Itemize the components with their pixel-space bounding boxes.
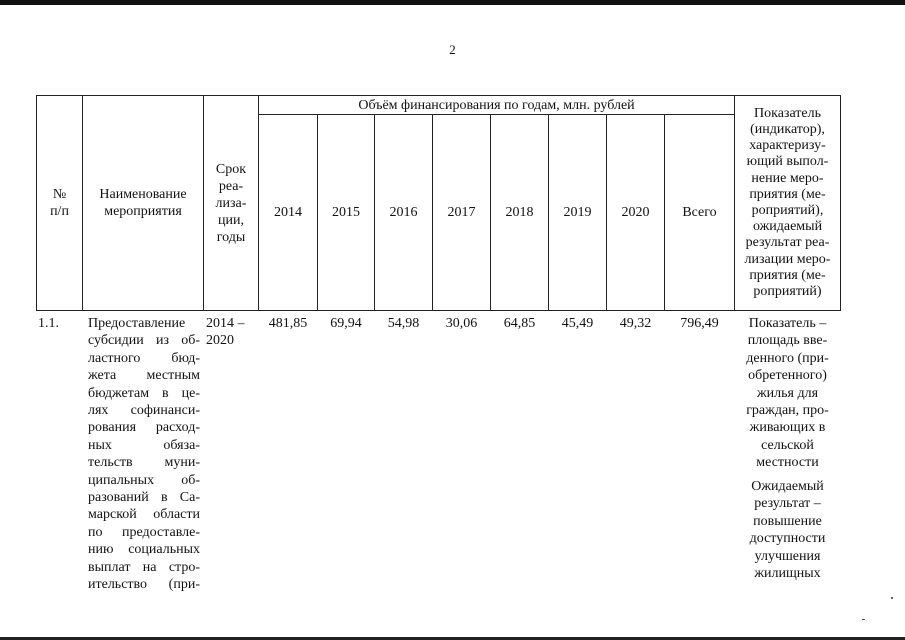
header-year-2015: 2015 <box>332 205 360 220</box>
row-indicator-line: сельской <box>761 437 814 453</box>
page-number: 2 <box>449 42 456 57</box>
header-year-2018: 2018 <box>505 205 534 220</box>
row-name-line: по предоставле- <box>88 524 200 540</box>
header-year-2019: 2019 <box>563 205 592 220</box>
row-indicator-line: жилья для <box>756 385 819 401</box>
table-right-edge <box>840 95 841 311</box>
header-total: Всего <box>682 205 717 220</box>
row-name-line: разований в Са- <box>88 490 200 506</box>
row-name-line: бюджетам в це- <box>88 385 200 401</box>
header-year-2014: 2014 <box>274 205 302 220</box>
header-funding-label: Объём финансирования по годам, млн. рублей <box>358 97 635 113</box>
row-value-2016: 54,98 <box>387 316 420 331</box>
row-indicator <box>737 315 838 472</box>
row-name-line: ципальных об- <box>88 472 200 488</box>
header-name <box>83 96 203 310</box>
row-value-2014: 481,85 <box>268 316 308 331</box>
row-value-2020: 49,32 <box>619 316 652 331</box>
row-result-line: повышение <box>753 513 822 529</box>
row-indicator-line: живающих в <box>749 420 826 436</box>
header-num-label: № п/п <box>50 187 69 219</box>
header-bottom-rule <box>36 310 841 311</box>
row-name-line: ластного бюд- <box>88 350 200 366</box>
row-value-2018: 64,85 <box>503 316 536 331</box>
scan-top-border <box>0 0 905 5</box>
scan-speck <box>862 619 865 620</box>
header-term <box>204 96 258 310</box>
row-indicator-line: Показатель – <box>748 316 827 331</box>
header-year-2020: 2020 <box>621 205 650 220</box>
row-result-line: доступности <box>749 531 826 547</box>
row-indicator-line: граждан, про- <box>746 403 829 419</box>
header-name-label: Наименование мероприятия <box>99 187 187 219</box>
row-name-line: ных обяза- <box>88 437 200 453</box>
row-name-line: выплат на стро- <box>88 559 200 575</box>
header-year-2016: 2016 <box>389 205 418 220</box>
row-indicator-line: денного (при- <box>746 350 829 366</box>
row-name-line: субсидии из об- <box>88 333 200 349</box>
row-indicator-line: местности <box>756 455 819 471</box>
row-value-2017: 30,06 <box>445 316 478 331</box>
header-indicator <box>735 96 840 310</box>
header-num <box>37 96 82 310</box>
row-name-line: ительство (при- <box>88 577 200 593</box>
row-value-2019: 45,49 <box>561 316 594 331</box>
row-result-line: результат – <box>754 496 821 512</box>
row-result-line: улучшения <box>754 548 821 564</box>
row-name <box>88 315 200 594</box>
row-num: 1.1. <box>38 316 59 331</box>
header-indicator-label: Показатель (индикатор), характеризу-ющий выпол-нение меро-приятия (ме-роприятий), ожидаемый результат реа-лизации меро-приятия (ме-роприятий) <box>744 105 831 300</box>
row-value-2015: 69,94 <box>330 316 362 331</box>
row-expected-result <box>737 478 838 582</box>
header-year-2017: 2017 <box>447 205 476 220</box>
row-name-line: нию социальных <box>88 542 200 558</box>
row-name-line: лях софинанси- <box>88 403 200 419</box>
row-value-total: 796,49 <box>680 316 719 331</box>
row-result-line: Ожидаемый <box>751 479 824 494</box>
header-term-label: Срок реа-лиза-ции, годы <box>215 161 247 245</box>
row-indicator-line: площадь вве- <box>747 333 828 349</box>
row-indicator-line: обретенного) <box>748 368 827 384</box>
row-result-line: жилищных <box>754 566 821 582</box>
header-funding-group <box>259 96 734 114</box>
row-name-line: марской области <box>88 507 200 523</box>
row-name-line: Предоставление <box>88 316 186 331</box>
row-term: 2014 – 2020 <box>206 316 245 348</box>
row-name-line: жета местным <box>88 368 200 384</box>
row-name-line: тельств муни- <box>88 455 200 471</box>
scan-speck <box>891 597 893 599</box>
row-name-line: рования расход- <box>88 420 200 436</box>
